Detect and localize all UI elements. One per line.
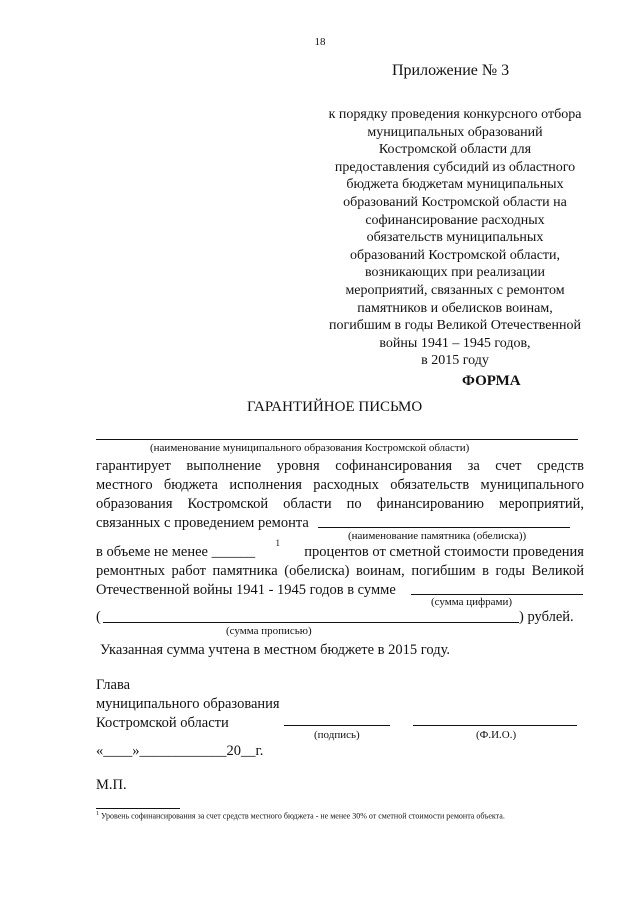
appendix-description [295, 106, 615, 370]
volume-line [96, 538, 584, 561]
municipality-caption: (наименование муниципального образования Костромской области) [150, 442, 470, 454]
appendix-line: софинансирование расходных [365, 212, 545, 228]
sum-digits-fill-line[interactable] [411, 594, 583, 595]
appendix-line: возникающих при реализации [365, 265, 545, 281]
appendix-line: мероприятий, связанных с ремонтом [345, 282, 565, 298]
seal-label: М.П. [96, 777, 127, 793]
budget-statement: Указанная сумма учтена в местном бюджете в 2015 году. [100, 642, 450, 658]
appendix-line: памятников и обелисков воинам, [357, 300, 553, 316]
appendix-line: муниципальных образований [367, 124, 543, 140]
appendix-line: войны 1941 – 1945 годов, [379, 335, 531, 351]
sum-words-caption: (сумма прописью) [226, 625, 312, 637]
signature-caption: (подпись) [314, 729, 360, 741]
footnote-separator [96, 808, 180, 809]
signatory-line: муниципального образования [96, 696, 280, 712]
volume-text: в объеме не менее ______ [96, 544, 256, 560]
paragraph-line: Отечественной войны 1941 - 1945 годов в сумме [96, 582, 396, 598]
paragraph-line: образования Костромской области по финансированию мероприятий, [96, 496, 584, 512]
footnote-number: 1 [96, 811, 99, 817]
appendix-line: в 2015 году [421, 353, 489, 369]
document-title: ГАРАНТИЙНОЕ ПИСЬМО [247, 399, 423, 415]
signatory-line: Костромской области [96, 715, 229, 731]
appendix-line: погибшим в годы Великой Отечественной [329, 318, 581, 334]
footnote [96, 811, 505, 821]
name-caption: (Ф.И.О.) [476, 729, 517, 741]
footnote-ref [275, 538, 280, 561]
appendix-line: предоставления субсидий из областного [334, 159, 576, 175]
paragraph-line: связанных с проведением ремонта [96, 515, 309, 531]
appendix-line: образований Костромской области на [343, 194, 567, 210]
appendix-line: обязательств муниципальных [366, 230, 544, 246]
signature-fill-line[interactable] [284, 725, 390, 726]
form-label: ФОРМА [462, 373, 521, 389]
page-number: 18 [314, 36, 326, 48]
monument-fill-line[interactable] [318, 527, 570, 528]
appendix-line: образований Костромской области, [349, 247, 561, 263]
appendix-line: Костромской области для [378, 142, 532, 158]
date-line[interactable]: «____»____________20__г. [96, 743, 264, 759]
sum-words-fill-line[interactable] [103, 622, 519, 623]
paragraph-line: местного бюджета исполнения расходных обязательств муниципального [96, 477, 584, 493]
appendix-title: Приложение № 3 [392, 62, 510, 79]
paragraph-line: ремонтных работ памятника (обелиска) воинам, погибшим в годы Великой [96, 563, 584, 579]
paragraph-line: гарантирует выполнение уровня софинансирования за счет средств [96, 458, 584, 474]
footnote-reference: 1 [275, 538, 280, 548]
name-fill-line[interactable] [413, 725, 577, 726]
appendix-line: бюджета бюджетам муниципальных [346, 177, 564, 193]
signatory-line: Глава [96, 677, 131, 693]
monument-caption: (наименование памятника (обелиска)) [348, 530, 527, 542]
percent-text: процентов от сметной стоимости проведения [304, 544, 584, 560]
close-paren-rubles: ) рублей. [519, 609, 574, 625]
appendix-line: к порядку проведения конкурсного отбора [328, 107, 582, 122]
footnote-text: Уровень софинансирования за счет средств местного бюджета - не менее 30% от сметной стоимости ремонта объекта. [101, 811, 505, 821]
open-paren: ( [96, 609, 101, 625]
municipality-fill-line[interactable] [96, 439, 578, 440]
sum-digits-caption: (сумма цифрами) [431, 596, 513, 608]
